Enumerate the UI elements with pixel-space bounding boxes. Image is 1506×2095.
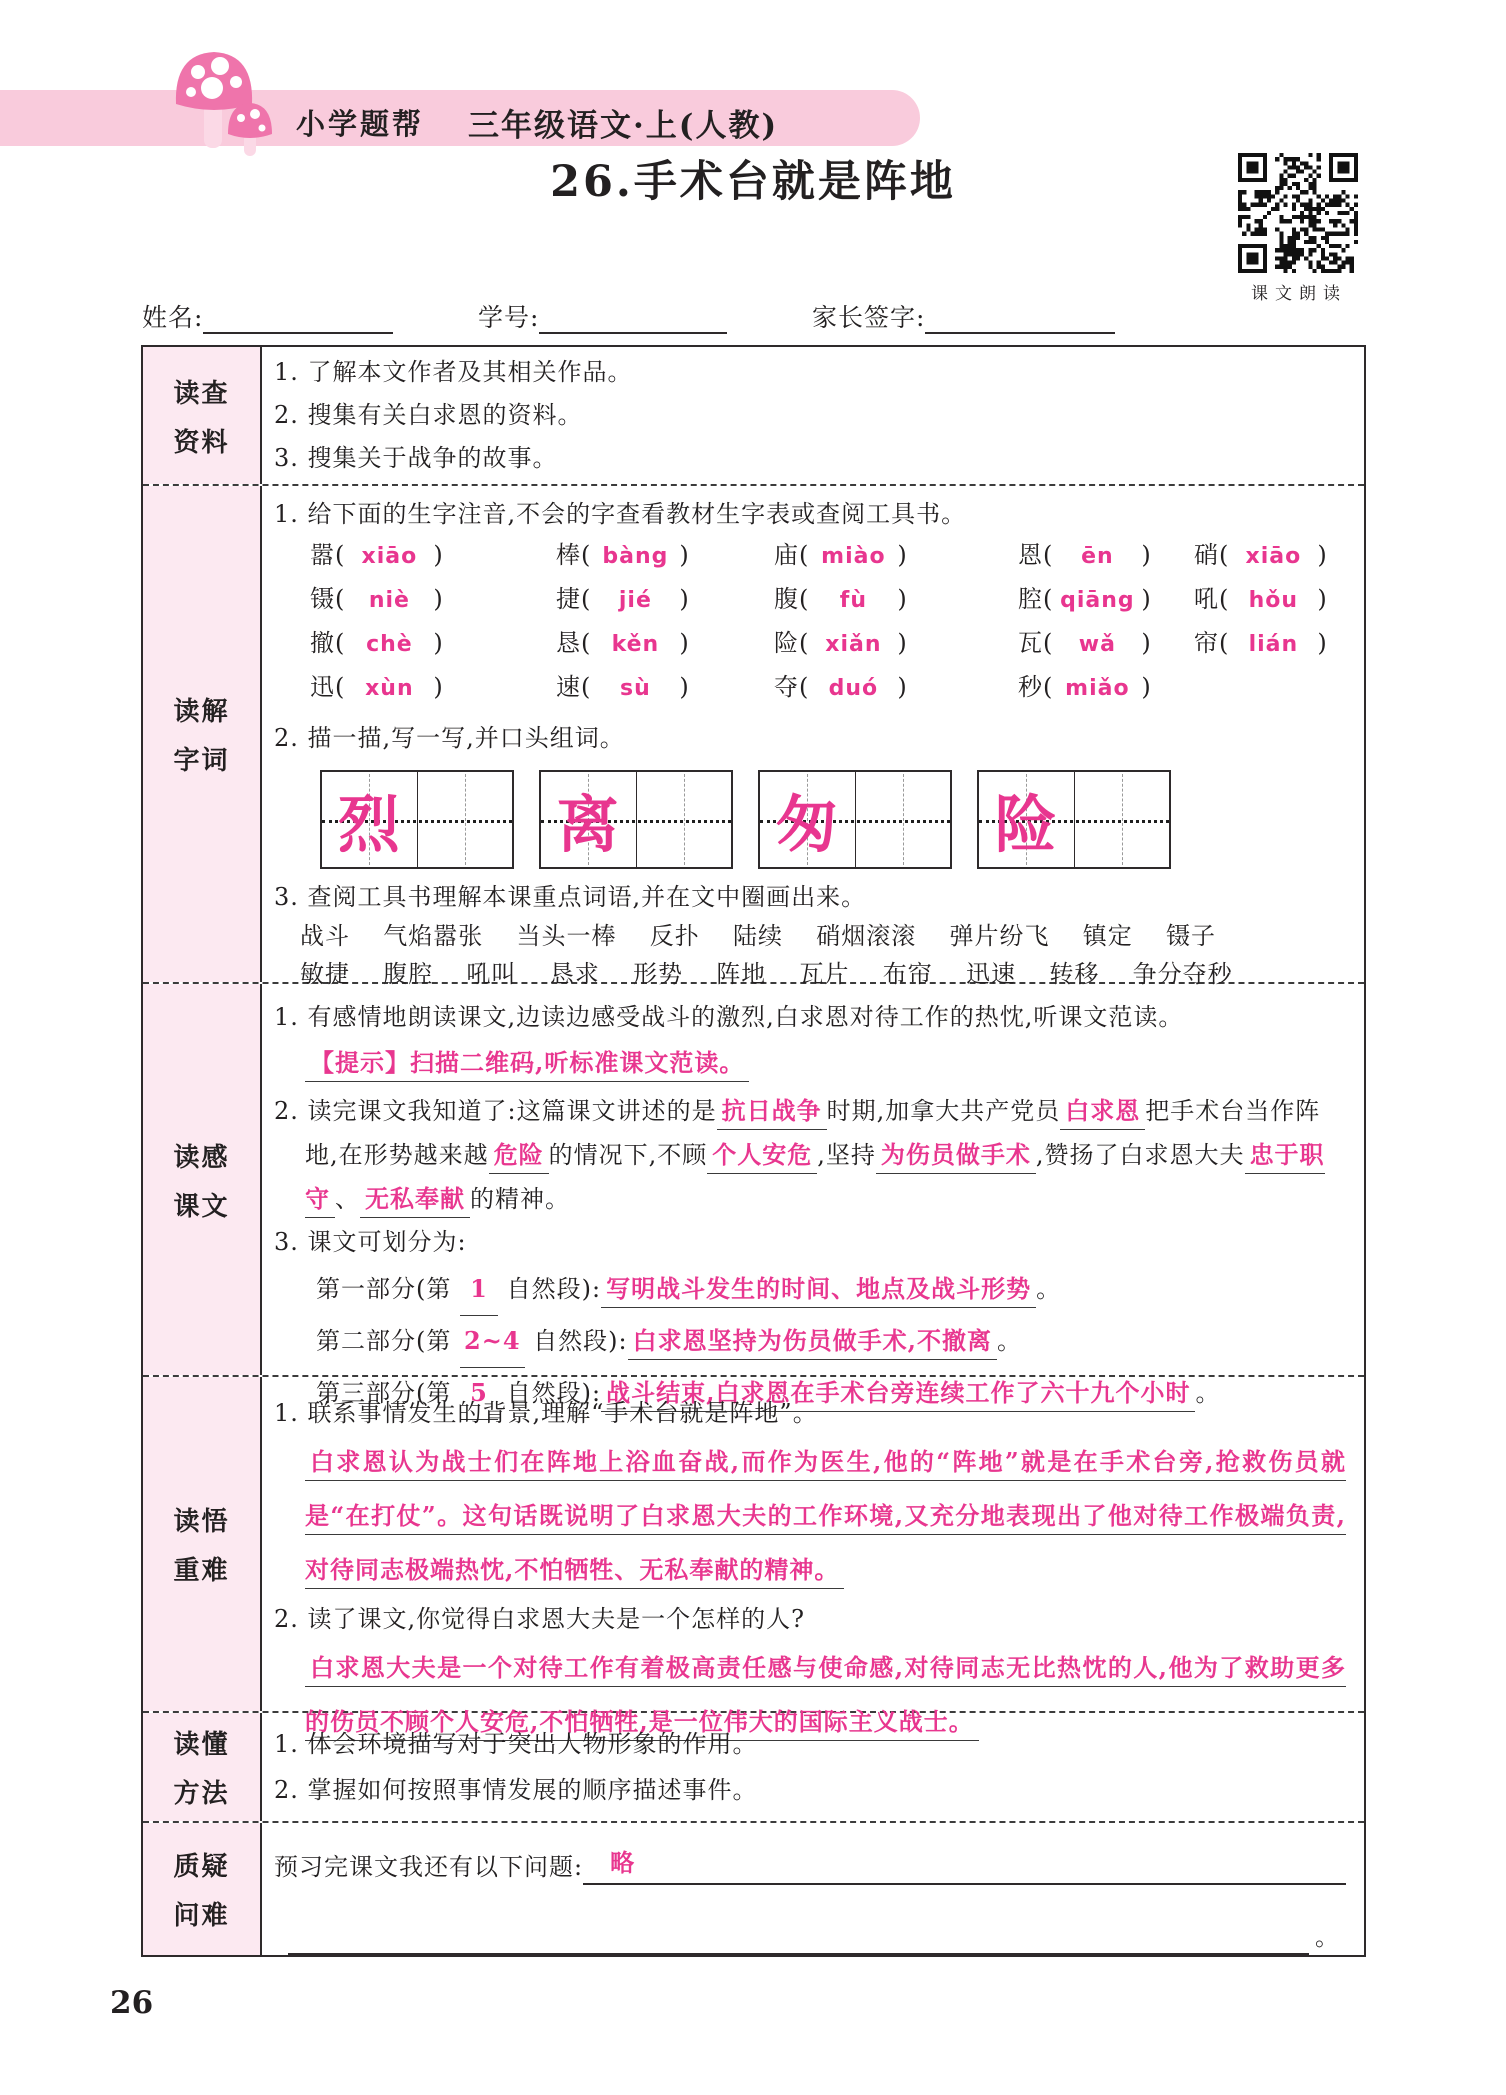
- part-line: 第三部分(第 5 自然段): 战斗结束,白求恩在手术台旁连续工作了六十九个小时 。: [316, 1368, 1346, 1420]
- pinyin-entry: 秒 ( miǎo): [1018, 666, 1194, 710]
- question-prompt: 预习完课文我还有以下问题:: [274, 1853, 584, 1881]
- section-label: 读查 资料: [143, 347, 262, 484]
- answer-blank-line: [583, 1845, 1346, 1885]
- tianzige-row: [320, 770, 1346, 869]
- fill-blank-answer: 为伤员做手术: [876, 1140, 1036, 1174]
- tip-line: 【提示】扫描二维码,听标准课文范读。: [305, 1041, 1346, 1085]
- parent-signature-field: [812, 298, 1115, 334]
- mushroom-logo-icon: [158, 38, 278, 156]
- pinyin-entry: 险 ( xiǎn ): [774, 622, 1018, 666]
- item-text: 2. 读了课文,你觉得白求恩大夫是一个怎样的人?: [274, 1605, 806, 1634]
- tianzige-box: [977, 770, 1171, 869]
- section-key-points: [143, 1377, 1364, 1737]
- name-blank: [203, 304, 393, 334]
- trace-char: 烈: [337, 788, 401, 862]
- item-text: 2. 掌握如何按照事情发展的顺序描述事件。: [274, 1776, 758, 1805]
- pinyin-entry: 撤 ( chè ): [310, 622, 556, 666]
- name-label: 姓名:: [142, 303, 204, 332]
- worksheet-table: [141, 345, 1366, 1957]
- trace-char: 险: [994, 788, 1058, 862]
- section-methods: [143, 1713, 1364, 1823]
- part-line: 第二部分(第 2~4 自然段): 白求恩坚持为伤员做手术,不撤离 。: [316, 1316, 1346, 1368]
- pinyin-entry: 镊 ( niè ): [310, 578, 556, 622]
- section-read-research: [143, 347, 1364, 486]
- fill-blank-answer: 忠于职守: [305, 1140, 1325, 1218]
- fill-blank-answer: 白求恩: [1060, 1096, 1145, 1130]
- answer-blank-line: [274, 1919, 1346, 1955]
- item-text: 3. 搜集关于战争的故事。: [274, 444, 558, 473]
- word-list-line: 敏捷 腹腔 吼叫 恳求 形势 阵地 瓦片 布帘 迅速 转移 争分夺秒: [300, 960, 1233, 989]
- fill-blank-answer: 无私奉献: [360, 1184, 470, 1218]
- blank-rule: [288, 1923, 1309, 1955]
- item-text: 1. 有感情地朗读课文,边读边感受战斗的激烈,白求恩对待工作的热忱,听课文范读。: [274, 1003, 1184, 1032]
- section-words: [143, 486, 1364, 989]
- item-text: 1. 给下面的生字注音,不会的字查看教材生字表或查阅工具书。: [274, 500, 967, 529]
- tianzige-box: [758, 770, 952, 869]
- name-field: [142, 298, 393, 334]
- pinyin-entry: 速 ( sù ): [556, 666, 774, 710]
- part-line: 第一部分(第 1 自然段): 写明战斗发生的时间、地点及战斗形势 。: [316, 1264, 1346, 1316]
- brand-text: 小学题帮: [296, 107, 425, 141]
- pinyin-entry: 捷 ( jié ): [556, 578, 774, 622]
- pinyin-entry: 瓦 ( wǎ ): [1018, 622, 1194, 666]
- section-questions: [143, 1823, 1364, 1955]
- section-label: 读感 课文: [143, 984, 262, 1375]
- header-bar: [0, 90, 920, 146]
- fill-blank-answer: 抗日战争: [717, 1096, 827, 1130]
- pinyin-entry: 硝 ( xiāo): [1194, 534, 1346, 578]
- series-title: 三年级语文·上(人教): [468, 108, 779, 144]
- word-list-line: 战斗 气焰嚣张 当头一棒 反扑 陆续 硝烟滚滚 弹片纷飞 镇定 镊子: [300, 922, 1217, 951]
- item-text: 1. 联系事情发生的背景,理解“手术台就是阵地”。: [274, 1399, 818, 1428]
- tianzige-box: [539, 770, 733, 869]
- pinyin-entry: 庙 ( miào ): [774, 534, 1018, 578]
- fill-blank-answer: 个人安危: [707, 1140, 817, 1174]
- pinyin-grid: [310, 534, 1346, 710]
- section-label: 读悟 重难: [143, 1377, 262, 1711]
- section-read-feel: [143, 984, 1364, 1408]
- fill-in-paragraph: 2. 读完课文我知道了:这篇课文讲述的是 抗日战争 时期,加拿大共产党员 白求恩 把手术台当作阵地,在形势越来越 危险 的情况下,不顾 个人安危 ,坚持 为伤员做手术 ,赞扬了白求恩大夫 忠于职守 、 无私奉献 的精神。: [274, 1089, 1346, 1221]
- section-label: 质疑 问难: [143, 1823, 262, 1955]
- pinyin-entry: 恳 ( kěn ): [556, 622, 774, 666]
- qr-label: 课文朗读: [1251, 284, 1347, 304]
- qr-block: [1238, 153, 1360, 304]
- answer-paragraph: 白求恩大夫是一个对待工作有着极高责任感与使命感,对待同志无比热忱的人,他为了救助更多的伤员不顾个人安危,不怕牺牲,是一位伟大的国际主义战士。: [305, 1641, 1346, 1749]
- parent-signature-label: 家长签字:: [812, 303, 926, 332]
- lesson-title: 26.手术台就是阵地: [550, 157, 956, 207]
- answer-paragraph: 白求恩认为战士们在阵地上浴血奋战,而作为医生,他的“阵地”就是在手术台旁,抢救伤员就是“在打仗”。这句话既说明了白求恩大夫的工作环境,又充分地表现出了他对待工作极端负责,对待同志极端热忱,不怕牺牲、无私奉献的精神。: [305, 1435, 1346, 1597]
- section-label: 读解 字词: [143, 486, 262, 982]
- answer-text: 略: [610, 1848, 636, 1877]
- fill-blank-answer: 危险: [489, 1140, 549, 1174]
- page-number: 26: [110, 1985, 154, 2021]
- tianzige-box: [320, 770, 514, 869]
- item-text: 3. 课文可划分为:: [274, 1228, 467, 1257]
- student-id-blank: [539, 304, 727, 334]
- item-text: 2. 描一描,写一写,并口头组词。: [274, 724, 625, 753]
- pinyin-entry: 帘 ( lián): [1194, 622, 1346, 666]
- parent-signature-blank: [925, 304, 1115, 334]
- qr-code-icon: [1238, 153, 1358, 273]
- item-text: 2. 搜集有关白求恩的资料。: [274, 401, 583, 430]
- pinyin-entry: 嚣 ( xiāo ): [310, 534, 556, 578]
- student-id-label: 学号:: [478, 303, 540, 332]
- item-text: 1. 体会环境描写对于突出人物形象的作用。: [274, 1730, 758, 1759]
- pinyin-entry: 腔 ( qiāng ): [1018, 578, 1194, 622]
- item-text: 3. 查阅工具书理解本课重点词语,并在文中圈画出来。: [274, 883, 867, 912]
- pinyin-entry: 夺 ( duó ): [774, 666, 1018, 710]
- trace-char: 匆: [775, 788, 839, 862]
- question-prompt-line: [274, 1845, 1346, 1885]
- student-id-field: [478, 298, 727, 334]
- pinyin-entry: 迅 ( xùn ): [310, 666, 556, 710]
- pinyin-entry: 恩 ( ēn ): [1018, 534, 1194, 578]
- item-text: 1. 了解本文作者及其相关作品。: [274, 358, 633, 387]
- pinyin-entry: 吼 ( hǒu): [1194, 578, 1346, 622]
- trace-char: 离: [556, 788, 620, 862]
- period-mark: 。: [1315, 1923, 1340, 1951]
- section-label: 读懂 方法: [143, 1713, 262, 1821]
- pinyin-entry: 棒 ( bàng ): [556, 534, 774, 578]
- pinyin-entry: 腹 ( fù ): [774, 578, 1018, 622]
